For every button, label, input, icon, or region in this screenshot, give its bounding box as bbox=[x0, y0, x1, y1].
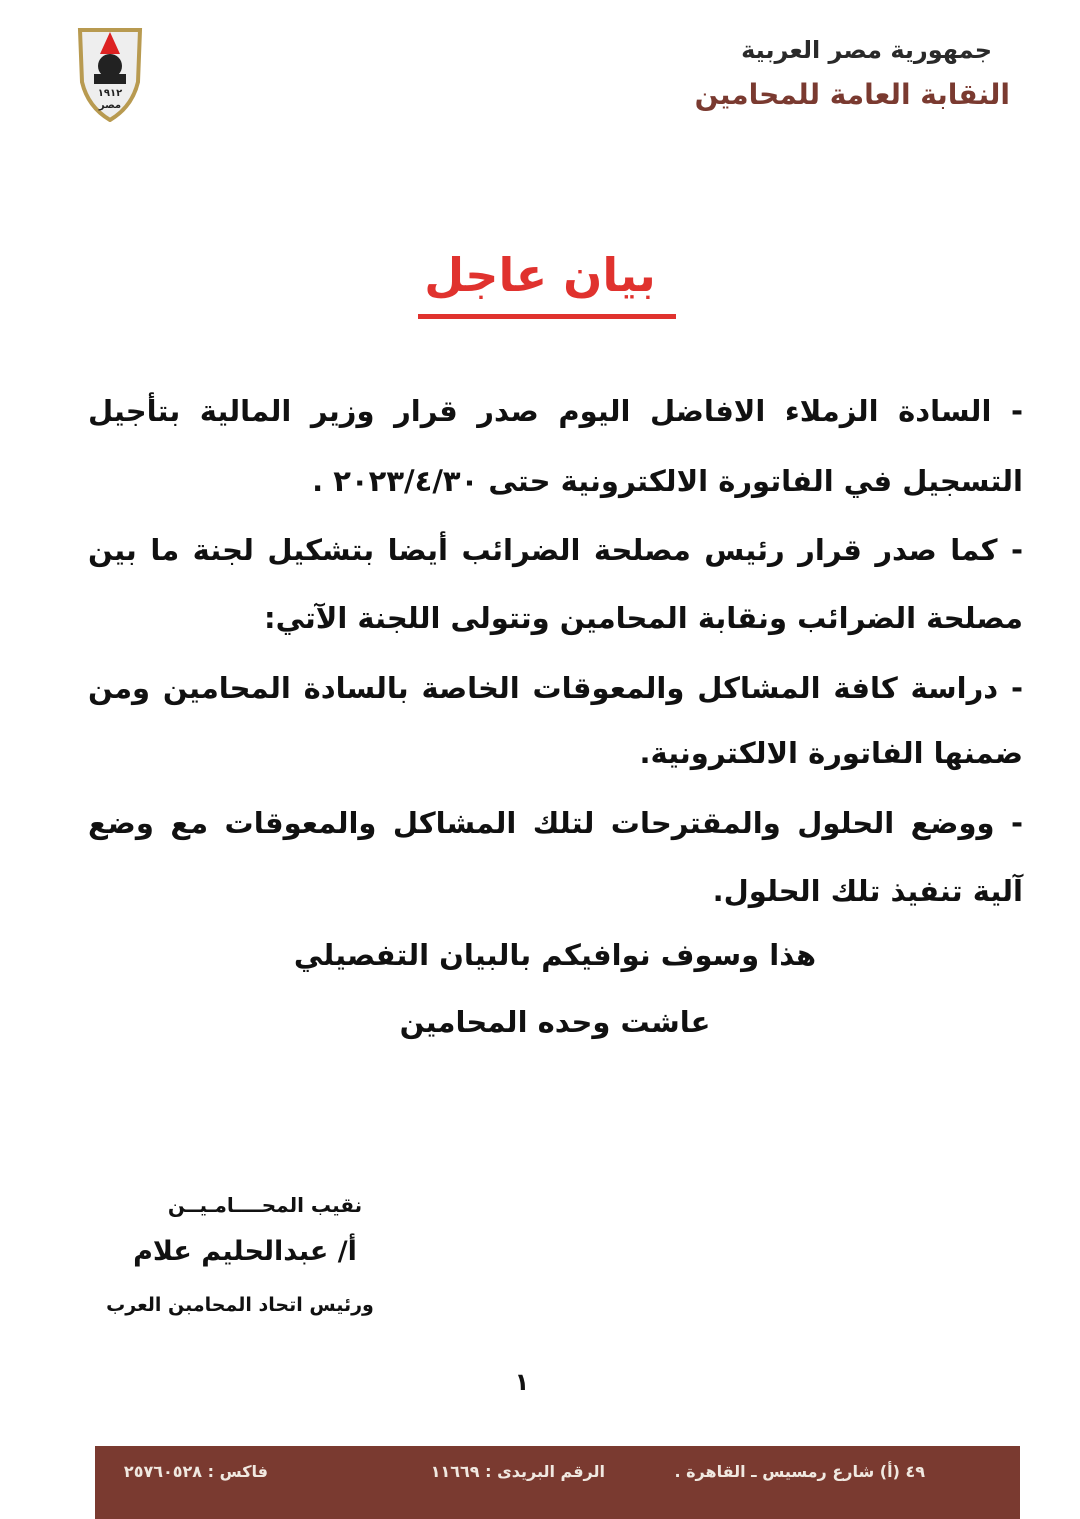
signature-subtitle: ورئيس اتحاد المحامبن العرب bbox=[106, 1294, 374, 1316]
bar-association-logo bbox=[72, 22, 148, 122]
signature-name: أ/ عبدالحليم علام bbox=[133, 1236, 357, 1267]
signature-role: نقيب المحــــامـيــن bbox=[167, 1193, 363, 1217]
body-line: ضمنها الفاتورة الالكترونية. bbox=[639, 736, 1023, 770]
body-line: - كما صدر قرار رئيس مصلحة الضرائب أيضا بتشكيل لجنة ما بين bbox=[88, 533, 1023, 567]
footer-fax: فاكس : ٢٥٧٦٠٥٢٨ bbox=[123, 1462, 268, 1481]
header-org: النقابة العامة للمحامين bbox=[694, 78, 1010, 111]
body-line: - ووضع الحلول والمقترحات لتلك المشاكل والمعوقات مع وضع bbox=[88, 806, 1023, 840]
body-line: - دراسة كافة المشاكل والمعوقات الخاصة بالسادة المحامين ومن bbox=[88, 671, 1023, 705]
closing-line: هذا وسوف نوافيكم بالبيان التفصيلي bbox=[293, 938, 817, 972]
body-line: التسجيل في الفاتورة الالكترونية حتى ٢٠٢٣/٤/٣٠ . bbox=[312, 464, 1023, 498]
body-line: - السادة الزملاء الافاضل اليوم صدر قرار وزير المالية بتأجيل bbox=[88, 394, 1023, 428]
footer-bar bbox=[95, 1446, 1020, 1519]
page-number: ١ bbox=[514, 1368, 530, 1396]
footer-postal: الرقم البريدى : ١١٦٦٩ bbox=[430, 1462, 605, 1481]
document-title: بيان عاجل bbox=[424, 248, 656, 302]
body-line: مصلحة الضرائب ونقابة المحامين وتتولى اللجنة الآتي: bbox=[263, 601, 1023, 635]
svg-text:مصر: مصر bbox=[98, 100, 122, 111]
body-line: آلية تنفيذ تلك الحلول. bbox=[712, 874, 1023, 908]
title-underline bbox=[418, 314, 676, 319]
closing-line: عاشت وحده المحامين bbox=[399, 1005, 711, 1039]
svg-text:١٩١٢: ١٩١٢ bbox=[97, 88, 123, 99]
footer-address: ٤٩ (أ) شارع رمسيس ـ القاهرة . bbox=[674, 1462, 925, 1481]
header-country: جمهورية مصر العربية bbox=[741, 36, 992, 64]
